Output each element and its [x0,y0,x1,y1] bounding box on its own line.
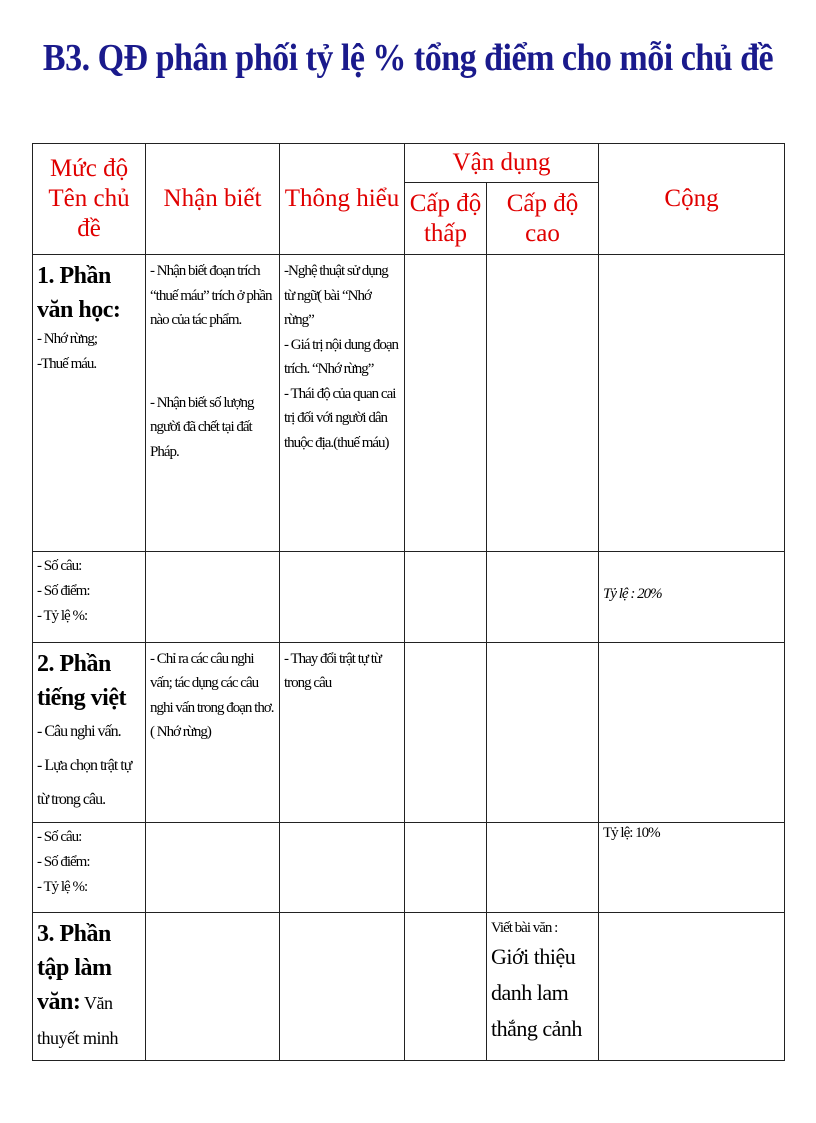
section2-thong-hieu-cell: - Thay đổi trật tự từ trong câu [280,642,405,823]
section1-heading: 1. Phần văn học: [37,263,121,324]
section2-cap-do-cao-cell [487,642,599,823]
section1-cong-cell [599,255,785,552]
header-cap-do-thap-line1: Cấp độ [409,189,482,217]
section2-item-2: - Lựa chọn trật tự từ trong câu. [37,756,132,808]
meta-so-cau: - Số câu: [37,829,82,846]
section1-nhan-biet-a: - Nhận biết đoạn trích “thuế máu” trích ở phần nào của tác phẩm. [150,263,272,329]
section2-cap-do-thap-cell [405,642,487,823]
section2-meta-labels [33,823,146,913]
score-distribution-table [32,143,785,1061]
section2-meta-nhan-biet [146,823,280,913]
section1-item-1: - Nhớ rừng; [37,331,98,348]
section3-cap-do-thap-cell [405,913,487,1061]
meta-so-diem: - Số điểm: [37,854,90,871]
section2-item-1: - Câu nghi vấn. [37,722,121,740]
section2-meta-cap-do-cao [487,823,599,913]
section3-cap-do-cao-small: Viết bài văn : [491,920,558,937]
header-thong-hieu: Thông hiểu [280,144,405,255]
table-row-section1 [33,255,785,552]
section3-topic-cell [33,913,146,1061]
section2-cong-cell [599,642,785,823]
meta-ty-le: - Tỷ lệ %: [37,879,88,896]
section3-heading: 3. Phần tập làm văn: [37,921,112,1016]
section1-meta-thong-hieu [280,552,405,642]
header-van-dung: Vận dụng [405,144,599,183]
section1-topic-cell [33,255,146,552]
page-title: B3. QĐ phân phối tỷ lệ % tổng điểm cho mỗi chủ đề [42,37,774,80]
table-row-section2-meta [33,823,785,913]
section2-ratio: Tỷ lệ: 10% [599,823,785,913]
section1-item-2: -Thuế máu. [37,356,97,373]
header-cap-do-thap-line2: thấp [423,219,468,247]
section1-thong-hieu-1: -Nghệ thuật sử dụng từ ngữ( bài “Nhớ rừng” [284,263,388,329]
section2-meta-thong-hieu [280,823,405,913]
section3-cap-do-cao-big: Giới thiệu danh lam thắng cảnh [491,944,582,1042]
section1-nhan-biet-cell [146,255,280,552]
meta-so-cau: - Số câu: [37,558,82,575]
section3-thong-hieu-cell [280,913,405,1061]
header-topic-label: Tên chủ đề [48,185,130,243]
section1-nhan-biet-b: - Nhận biết số lượng người đã chết tại đất Pháp. [150,394,254,460]
section1-meta-cap-do-thap [405,552,487,642]
meta-ty-le: - Tỷ lệ %: [37,608,88,625]
section1-cap-do-cao-cell [487,255,599,552]
section1-thong-hieu-3: - Thái độ của quan cai trị đối với người dân thuộc địa.(thuế máu) [284,385,396,451]
table-row-section3 [33,913,785,1061]
section3-cap-do-cao-cell [487,913,599,1061]
table-row-section1-meta [33,552,785,642]
header-level-label: Mức độ [49,155,129,183]
header-row-top [33,144,785,183]
section1-thong-hieu-2: - Giá trị nội dung đoạn trích. “Nhớ rừng” [284,336,399,378]
meta-so-diem: - Số điểm: [37,583,90,600]
section3-nhan-biet-cell [146,913,280,1061]
section2-nhan-biet-cell: - Chỉ ra các câu nghi vấn; tác dụng các câu nghi vấn trong đoạn thơ.( Nhớ rừng) [146,642,280,823]
header-cong: Cộng [599,144,785,255]
section2-heading: 2. Phần tiếng việt [37,650,126,711]
section3-heading-tail: Văn thuyết minh [37,993,118,1049]
header-level-topic [33,144,146,255]
header-nhan-biet: Nhận biết [146,144,280,255]
section1-meta-nhan-biet [146,552,280,642]
section1-meta-cap-do-cao [487,552,599,642]
section2-topic-cell [33,642,146,823]
section2-meta-cap-do-thap [405,823,487,913]
section1-meta-labels [33,552,146,642]
section1-thong-hieu-cell [280,255,405,552]
header-cap-do-cao: Cấp độ cao [487,183,599,255]
section1-ratio: Tỷ lệ : 20% [599,552,785,642]
section1-cap-do-thap-cell [405,255,487,552]
section3-cong-cell [599,913,785,1061]
table-row-section2 [33,642,785,823]
header-cap-do-thap [405,183,487,255]
